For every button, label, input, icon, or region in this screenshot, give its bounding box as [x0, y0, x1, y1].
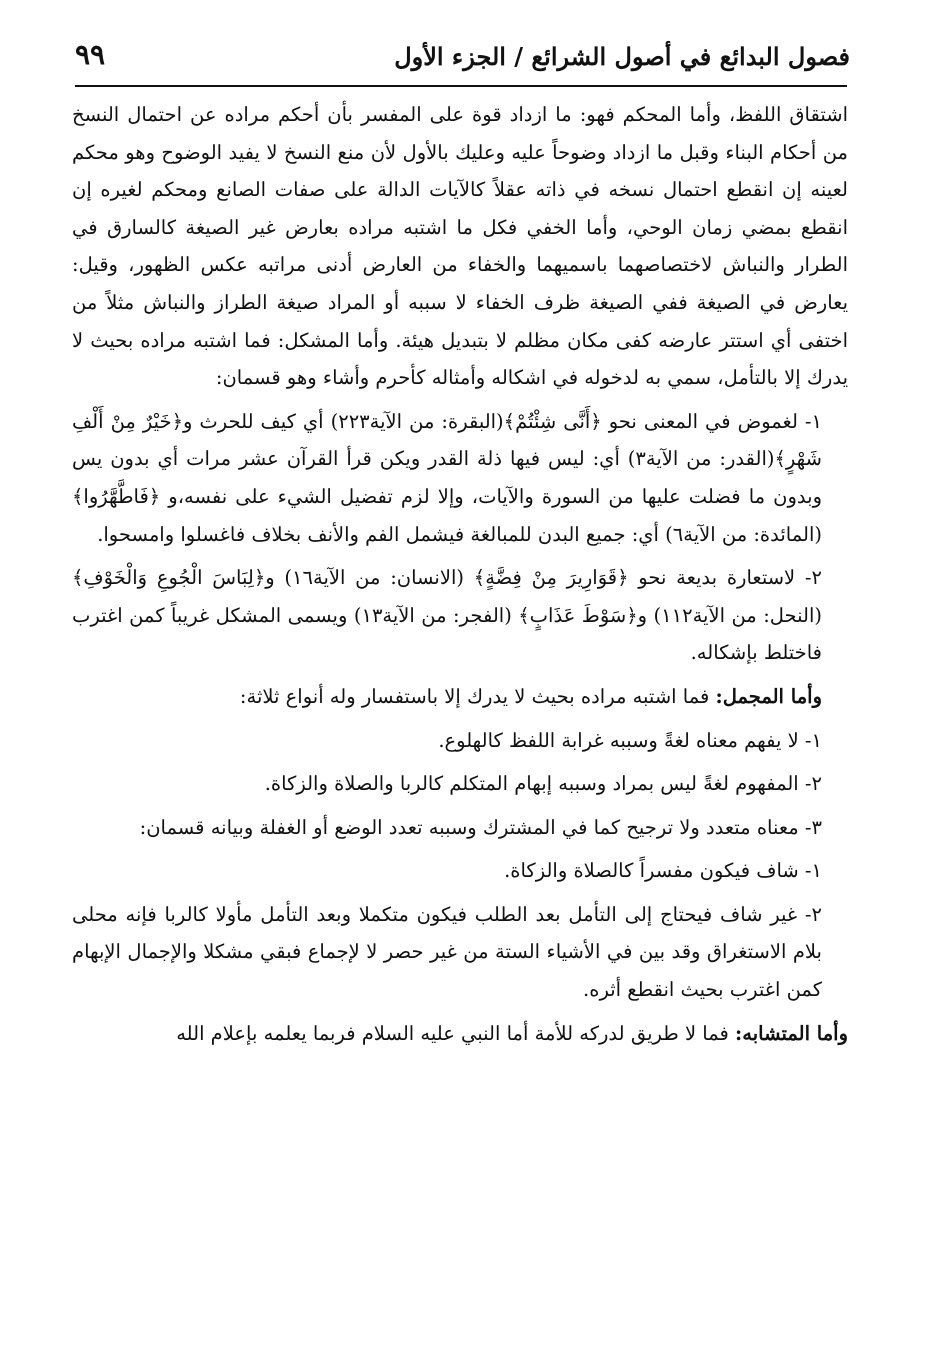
term-mujmal: وأما المجمل:: [715, 684, 822, 708]
page-number: ٩٩: [75, 38, 106, 71]
paragraph-mushkil-type-2: ٢- لاستعارة بديعة نحو ﴿قَوَارِيرَ مِنْ فِضَّةٍ﴾ (الانسان: من الآية١٦) و﴿لِبَاسَ الْجُوعِ وَالْخَوْفِ﴾ (النحل: من الآية١١٢) و﴿سَوْطَ عَذَابٍ﴾ (الفجر: من الآية١٣) ويسمى المشكل غريباً كمن اغترب فاختلط بإشكاله.: [72, 566, 822, 665]
running-title: فصول البدائع في أصول الشرائع / الجزء الأول: [394, 42, 850, 71]
paragraph-bayan-type-1: ١- شاف فيكون مفسراً كالصلاة والزكاة.: [504, 859, 822, 883]
term-mutashabih: وأما المتشابه:: [735, 1021, 848, 1045]
paragraph-mujmal-type-3: ٣- معناه متعدد ولا ترجيح كما في المشترك وسببه تعدد الوضع أو الغفلة وبيانه قسمان:: [139, 815, 822, 839]
page-header: [75, 36, 850, 82]
mujmal-definition-text: فما اشتبه مراده بحيث لا يدرك إلا باستفسار وله أنواع ثلاثة:: [239, 684, 710, 708]
header-rule: [75, 85, 847, 87]
paragraph-mushkil-type-1: ١- لغموض في المعنى نحو ﴿أَنَّى شِئْتُمْ﴾(البقرة: من الآية٢٢٣) أي كيف للحرث و﴿خَيْرٌ مِنْ أَلْفِ شَهْرٍ﴾(القدر: من الآية٣) أي: ليس فيها ذلة القدر ويكن قرأ القرآن عشر مرات أي بدون يس وبدون ما فضلت عليها من السورة والآيات، وإلا لزم تفضيل الشيء على نفسه،و ﴿فَاطَّهَّرُوا﴾ (المائدة: من الآية٦) أي: جميع البدن للمبالغة فيشمل الفم والأنف بخلاف فاغسلوا وامسحوا.: [72, 409, 822, 546]
paragraph-mujmal-type-2: ٢- المفهوم لغةً ليس بمراد وسببه إبهام المتكلم كالربا والصلاة والزكاة.: [264, 772, 822, 796]
body-text: [72, 96, 848, 1052]
paragraph-bayan-type-2: ٢- غير شاف فيحتاج إلى التأمل بعد الطلب فيكون متكملا وبعد التأمل مأولا كالربا فإنه محلى بلام الاستغراق وقد بين في الأشياء الستة من غير حصر لا لإجماع فبقي مشكلا والإجمال الإبهام كمن اغترب بحيث انقطع أثره.: [72, 902, 822, 1002]
paragraph-mujmal-definition: [72, 678, 848, 716]
paragraph-mujmal-type-1: ١- لا يفهم معناه لغةً وسببه غرابة اللفظ كالهلوع.: [438, 728, 822, 752]
paragraph-muhkam-khafi-mushkil: اشتقاق اللفظ، وأما المحكم فهو: ما ازداد قوة على المفسر بأن أحكم مراده عن احتمال النسخ من أحكام البناء وقبل ما ازداد وضوحاً عليه وعليك بالأول لأن منع النسخ لا يفيد الوضوح وهو محكم لعينه إن انقطع احتمال نسخه في ذاته عقلاً كالآيات الدالة على صفات الصانع ومحكم لغيره إن انقطع بمضي زمان الوحي، وأما الخفي فكل ما اشتبه مراده بعارض غير الصيغة كالسارق في الطرار والنباش لاختصاصهما باسميهما والخفاء من العارض أدنى مراتبه عكس الظهور، وقيل: يعارض في الصيغة ففي الصيغة ظرف الخفاء لا سببه أو المراد صيغة الطراز والنباش مثلاً من اختفى أي استتر عارضه كفى مكان مظلم لا بتبديل هيئة. وأما المشكل: فما اشتبه مراده بحيث لا يدرك إلا بالتأمل، سمي به لدخوله في اشكاله وأمثاله كأحرم وأشاء وهو قسمان:: [72, 103, 848, 390]
mutashabih-definition-text: فما لا طريق لدركه للأمة أما النبي عليه السلام فربما يعلمه بإعلام الله: [176, 1021, 729, 1045]
paragraph-mutashabih-definition: [72, 1015, 848, 1053]
